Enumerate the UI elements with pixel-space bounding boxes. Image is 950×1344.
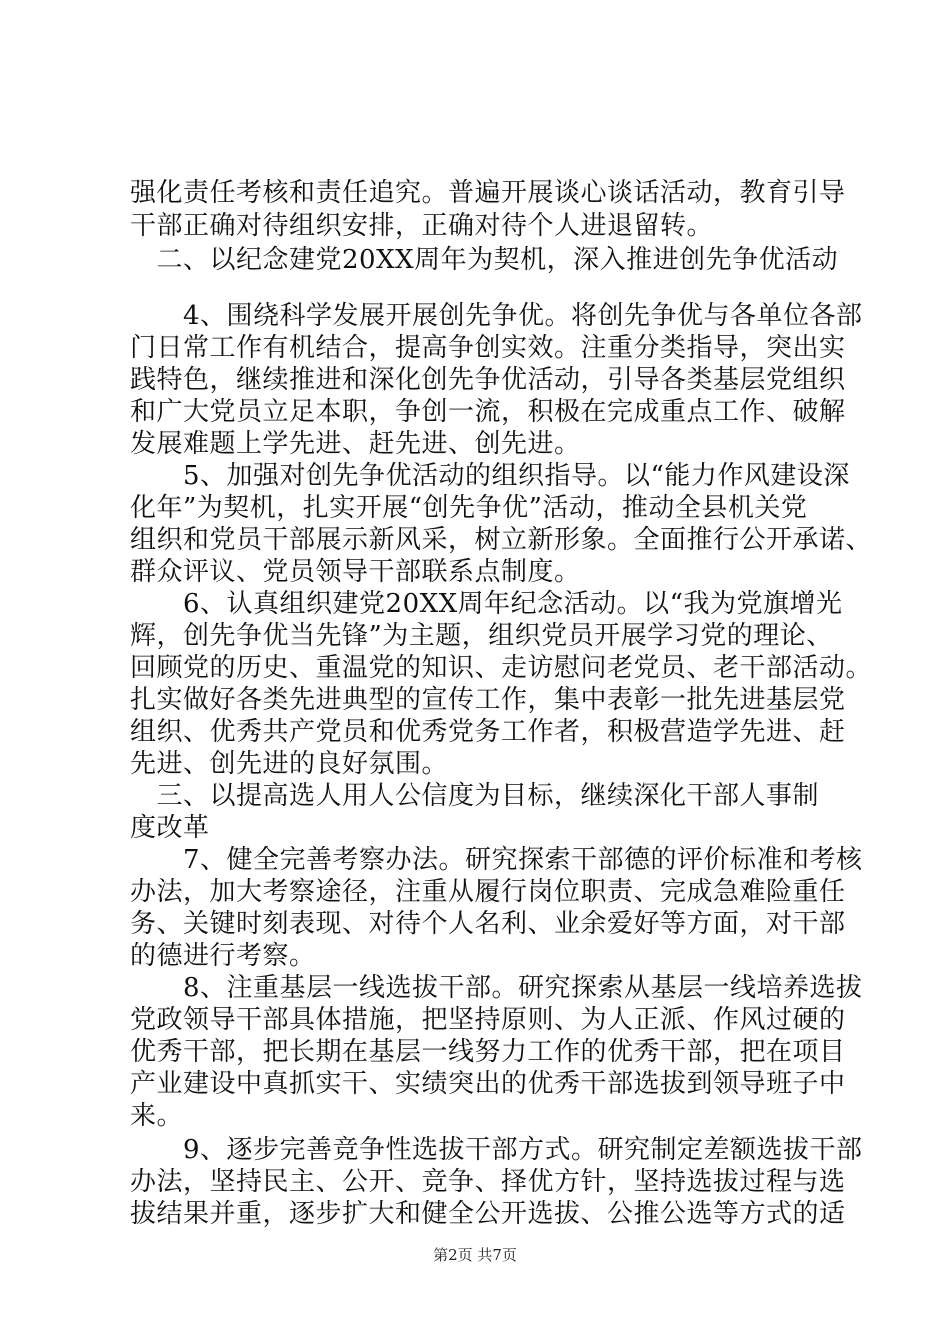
text-line: 发展难题上学先进、赶先进、创先进。: [130, 429, 581, 459]
text-line: 产业建设中真抓实干、实绩突出的优秀干部选拔到领导班子中: [130, 1069, 846, 1099]
text-line: 4、围绕科学发展开展创先争优。将创先争优与各单位各部: [130, 301, 863, 331]
text-line: 回顾党的历史、重温党的知识、走访慰问老党员、老干部活动。: [130, 653, 873, 683]
text-line: 先进、创先进的良好氛围。: [130, 749, 449, 779]
text-line: 办法，加大考察途径，注重从履行岗位职责、完成急难险重任: [130, 877, 846, 907]
text-line: 来。: [130, 1101, 184, 1131]
text-line: 7、健全完善考察办法。研究探索干部德的评价标准和考核: [130, 845, 863, 875]
text-line: 和广大党员立足本职，争创一流，积极在完成重点工作、破解: [130, 397, 846, 427]
text-line: 组织、优秀共产党员和优秀党务工作者，积极营造学先进、赶: [130, 717, 846, 747]
text-line: 务、关键时刻表现、对待个人名利、业余爱好等方面，对干部: [130, 909, 846, 939]
section-heading: 二、以纪念建党20XX周年为契机，深入推进创先争优活动: [130, 245, 839, 275]
section-heading: 度改革: [130, 813, 210, 843]
text-line: 优秀干部，把长期在基层一线努力工作的优秀干部，把在项目: [130, 1037, 846, 1067]
text-line: 辉，创先争优当先锋”为主题，组织党员开展学习党的理论、: [130, 621, 833, 651]
text-line: 党政领导干部具体措施，把坚持原则、为人正派、作风过硬的: [130, 1005, 846, 1035]
text-line: 8、注重基层一线选拔干部。研究探索从基层一线培养选拔: [130, 973, 863, 1003]
text-line: 5、加强对创先争优活动的组织指导。以“能力作风建设深: [130, 461, 850, 491]
page-number-footer: 第2页 共7页: [433, 1246, 517, 1264]
text-line: 的德进行考察。: [130, 941, 316, 971]
text-line: 化年”为契机，扎实开展“创先争优”活动，推动全县机关党: [130, 493, 808, 523]
text-line: 6、认真组织建党20XX周年纪念活动。以“我为党旗增光: [130, 589, 843, 619]
text-line: 9、逐步完善竞争性选拔干部方式。研究制定差额选拔干部: [130, 1135, 863, 1165]
text-line: 组织和党员干部展示新风采，树立新形象。全面推行公开承诺、: [130, 525, 873, 555]
section-heading: 三、以提高选人用人公信度为目标，继续深化干部人事制: [130, 781, 820, 811]
text-line: 践特色，继续推进和深化创先争优活动，引导各类基层党组织: [130, 365, 846, 395]
text-line: 门日常工作有机结合，提高争创实效。注重分类指导，突出实: [130, 333, 846, 363]
text-line: 扎实做好各类先进典型的宣传工作，集中表彰一批先进基层党: [130, 685, 846, 715]
text-line: 拔结果并重，逐步扩大和健全公开选拔、公推公选等方式的适: [130, 1199, 846, 1229]
text-line: 强化责任考核和责任追究。普遍开展谈心谈话活动，教育引导: [130, 178, 846, 208]
text-line: 办法，坚持民主、公开、竞争、择优方针，坚持选拔过程与选: [130, 1167, 846, 1197]
text-line: 群众评议、党员领导干部联系点制度。: [130, 557, 581, 587]
text-line: 干部正确对待组织安排，正确对待个人进退留转。: [130, 211, 714, 241]
